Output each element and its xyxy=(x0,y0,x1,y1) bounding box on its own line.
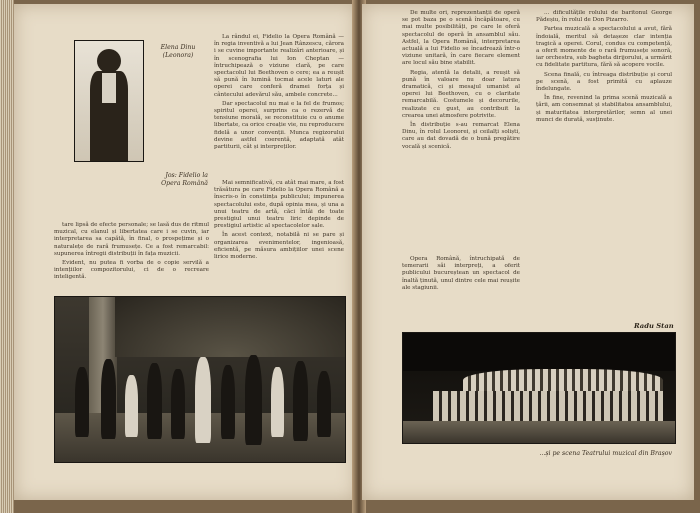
portrait-caption: Elena Dinu (Leonora) xyxy=(160,44,196,59)
actor xyxy=(245,355,262,445)
paragraph: Scena finală, cu întreaga distribuție și corul pe scenă, a fost primită cu aplauze îndelungate. xyxy=(536,71,672,93)
text-column-top xyxy=(214,34,344,174)
paragraph: ... dificultățile rolului de baritonul George Pădeșiu, în rolul de Don Pizarro. xyxy=(536,10,672,24)
stage-backdrop xyxy=(403,333,675,371)
singer-figure xyxy=(97,49,121,73)
actor xyxy=(171,369,185,439)
text-column-right xyxy=(536,10,672,310)
actor xyxy=(195,357,211,443)
text-column-bottom-left xyxy=(54,222,209,292)
author-signature: Radu Stan xyxy=(634,322,674,330)
stage-caption-left: Jos: Fidelio la Opera Română xyxy=(161,172,208,187)
paragraph: Partea muzicală a spectacolului a avut, fără îndoială, meritul să detașeze clar intenția tragică a operei. Corul, condus cu competență, a oferit momente de o rară frumusețe sonoră, iar orchestra, sub bagheta dirijorului, a urmărit cu fidelitate partitura, fără să acopere vocile. xyxy=(536,26,672,69)
actor xyxy=(75,367,89,437)
paragraph: Dar spectacolul nu mai e la fel de frumos; spiritul operei, surprins ca o rezervă de tensiune morală, se reconstituie cu o anume libertate, ca orice creație vie, nu reproducere fidelă a unor convenții. Munca regizorului devine astfel coerentă, adaptată atât partiturii, cât și interpreților. xyxy=(214,100,344,151)
text-column-left xyxy=(402,10,520,232)
right-page xyxy=(362,4,694,500)
paragraph: Mai semnificativă, cu atât mai mare, a fost trăsătura pe care Fidelio la Opera Română a înscris-o în constiința publicului; impunerea spectacolului este, după opinia mea, și una a unui teatru de artă, căci întâi de toate prestigiul unui teatru liric depinde de prestigiul artistic al spectacolelor sale. xyxy=(214,180,344,230)
stage-arch xyxy=(115,297,345,357)
stage-photo-brasov xyxy=(402,332,676,444)
stage-caption-right: ...și pe scena Teatrului muzical din Brașov xyxy=(539,450,672,457)
singer-shirt xyxy=(102,73,116,103)
paragraph: De multe ori, reprezentanții de operă se pot baza pe o scenă încăpătoare, cu mai multe posibilități, pe care le oferă spectacolul de operă în ansamblul său. Astfel, la Opera Română, interpretarea actuală a lui Fidelio se încadrează într-o viziune unitară, în care fiecare element are locul său bine stabilit. xyxy=(402,10,520,67)
paragraph: Regia, atentă la detalii, a reușit să pună în valoare nu doar latura dramatică, ci și mesajul umanist al operei lui Beethoven, cu o claritate remarcabilă. Costumele și decorurile, realizate cu gust, au contribuit la crearea unei atmosfere potrivite. xyxy=(402,69,520,119)
actor xyxy=(317,371,331,437)
actor xyxy=(293,361,308,441)
stage-floor xyxy=(403,421,675,443)
choir-row xyxy=(433,391,663,425)
paragraph: În fine, revenind la prima scenă muzicală a țării, am consemnat și stabilitatea ansamblului, și maturitatea interpretărilor, semn al unei munci de durată, susținute. xyxy=(536,95,672,123)
actor xyxy=(125,375,138,437)
text-column-left-bottom xyxy=(402,256,520,326)
paragraph: Evident, nu putea fi vorba de o copie servilă a intențiilor compozitorului, ci de o recreare inteligentă. xyxy=(54,260,209,281)
actor xyxy=(271,367,284,437)
stage-photo-fidelio xyxy=(54,296,346,463)
left-page xyxy=(14,4,356,500)
paragraph: tare lipsă de efecte personale; se lasă dus de ritmul muzical, cu elanul și libertatea care i se cuvin, iar interpretarea sa capătă, în final, o prospețime și o naturalețe de rară frumusețe. Ce a fost remarcabil: supunerea întregii distribuții în fața muzicii. xyxy=(54,222,209,257)
paragraph: În acest context, notabilă ni se pare și organizarea evenimentelor, ingenioasă, eficientă, pe măsura ambițiilor unei scene lirice moderne. xyxy=(214,232,344,261)
paragraph: În distribuție s-au remarcat Elena Dinu, în rolul Leonorei, și ceilalți soliști, care au dat dovadă de o bună pregătire vocală și scenică. xyxy=(402,122,520,150)
page-edges xyxy=(0,0,14,513)
actor xyxy=(221,365,235,439)
portrait-photo xyxy=(74,40,144,162)
text-column-mid xyxy=(214,180,344,290)
paragraph: Opera Română, întruchipată de temerarii săi interpreți, a oferit publicului bucureștean un spectacol de înaltă ținută, unul dintre cele mai reușite ale stagiunii. xyxy=(402,256,520,291)
paragraph: La rândul ei, Fidelio la Opera Română — în regia inventivă a lui Jean Rânzescu, cărora i se cuvine importante realizări anterioare, și în scenografia lui Ion Cheptan — întruchipează o viziune clară, pe care spectacolul lui Beethoven o cere; ea a reușit să pună în lumină tocmai acele laturi ale operei care conferă dramei forța și cântecului adevărul său, ambele concrete... xyxy=(214,34,344,98)
actor xyxy=(101,359,116,439)
actor xyxy=(147,363,162,439)
